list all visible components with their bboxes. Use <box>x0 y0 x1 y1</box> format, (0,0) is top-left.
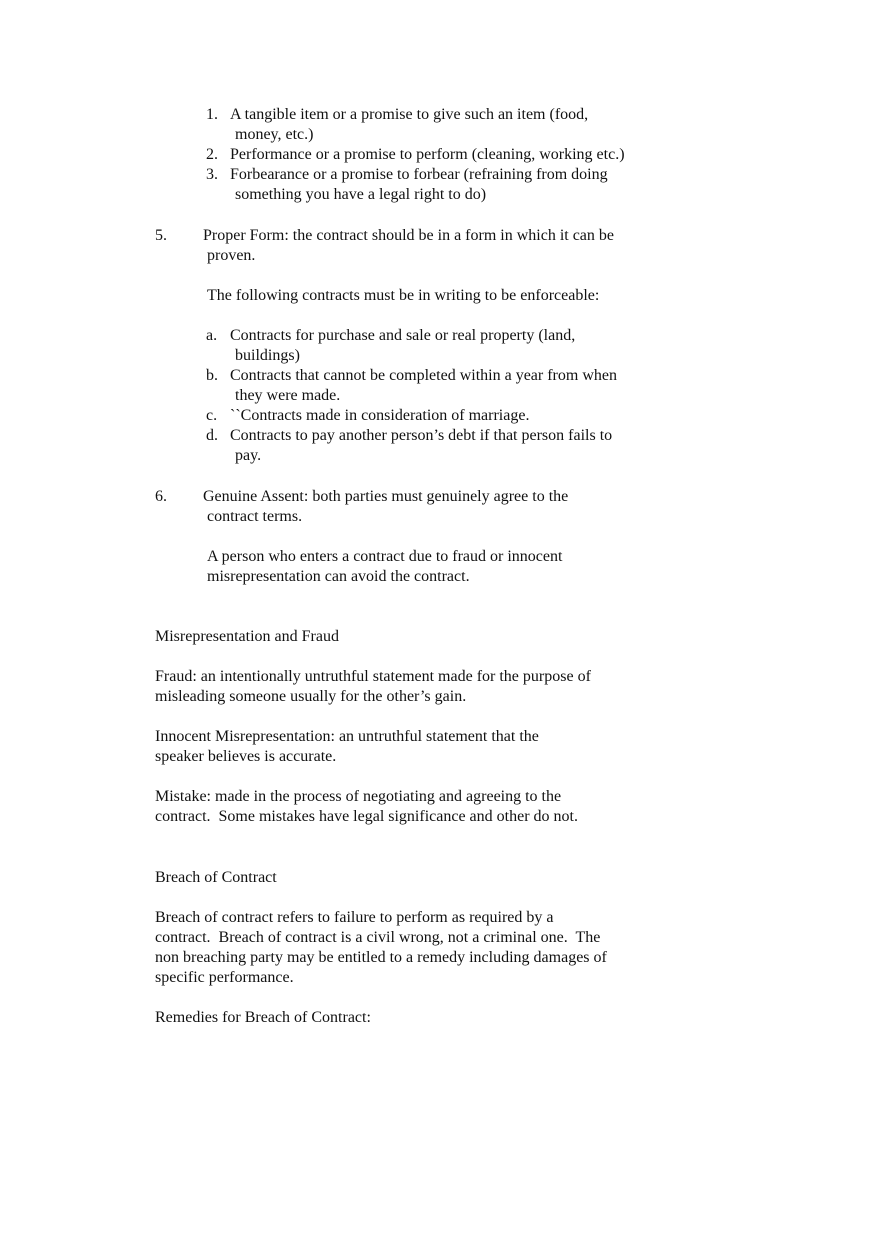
misrep-heading: Misrepresentation and Fraud <box>155 628 339 645</box>
list-item <box>206 426 676 466</box>
proper-form-line2: proven. <box>207 247 256 264</box>
fraud-avoid-paragraph <box>207 547 675 587</box>
remedies-heading: Remedies for Breach of Contract: <box>155 1009 371 1026</box>
list-item-text-cont: they were made. <box>235 387 341 404</box>
list-item-text: ``Contracts made in consideration of marriage. <box>230 407 530 424</box>
breach-heading: Breach of Contract <box>155 869 277 886</box>
mistake-line2: contract. Some mistakes have legal significance and other do not. <box>155 808 578 825</box>
fraud-definition <box>155 667 655 707</box>
list-item <box>206 145 676 165</box>
list-item <box>206 326 676 366</box>
breach-line3: non breaching party may be entitled to a remedy including damages of <box>155 949 607 966</box>
list-item <box>206 366 676 406</box>
proper-form-line1: Proper Form: the contract should be in a form in which it can be <box>203 227 615 244</box>
proper-form-paragraph <box>203 226 651 266</box>
fraud-line2: misleading someone usually for the other’s gain. <box>155 688 467 705</box>
genuine-assent-line2: contract terms. <box>207 508 303 525</box>
innocent-line2: speaker believes is accurate. <box>155 748 337 765</box>
list-item-text: Contracts for purchase and sale or real property (land, <box>230 327 576 344</box>
fraud-avoid-line1: A person who enters a contract due to fraud or innocent <box>207 548 563 565</box>
genuine-assent-line1: Genuine Assent: both parties must genuinely agree to the <box>203 488 569 505</box>
writing-requirement-intro: The following contracts must be in writing to be enforceable: <box>207 287 600 304</box>
list-item <box>206 105 676 145</box>
list-marker: 1. <box>206 106 218 123</box>
list-item-text-cont: money, etc.) <box>235 126 314 143</box>
list-item-text: Contracts to pay another person’s debt if that person fails to <box>230 427 613 444</box>
breach-paragraph <box>155 908 655 988</box>
list-item-text: Performance or a promise to perform (cleaning, working etc.) <box>230 146 625 163</box>
list-marker: 3. <box>206 166 218 183</box>
list-item-text: Contracts that cannot be completed within a year from when <box>230 367 617 384</box>
breach-line2: contract. Breach of contract is a civil wrong, not a criminal one. The <box>155 929 601 946</box>
genuine-assent-paragraph <box>203 487 649 527</box>
writing-contracts-list <box>206 326 676 466</box>
list-marker: a. <box>206 327 218 344</box>
list-marker: 2. <box>206 146 218 163</box>
innocent-misrep-definition <box>155 727 655 767</box>
mistake-definition <box>155 787 655 827</box>
breach-line4: specific performance. <box>155 969 294 986</box>
innocent-line1: Innocent Misrepresentation: an untruthful statement that the <box>155 728 539 745</box>
list-item <box>206 165 676 205</box>
fraud-line1: Fraud: an intentionally untruthful statement made for the purpose of <box>155 668 591 685</box>
consideration-list <box>206 105 676 205</box>
list-marker: b. <box>206 367 218 384</box>
list-item-text: A tangible item or a promise to give such an item (food, <box>230 106 589 123</box>
list-marker: c. <box>206 407 218 424</box>
list-item <box>206 406 676 426</box>
list-item-text-cont: something you have a legal right to do) <box>235 186 487 203</box>
list-item-text: Forbearance or a promise to forbear (refraining from doing <box>230 166 608 183</box>
item-number-6: 6. <box>155 488 167 505</box>
item-number-5: 5. <box>155 227 167 244</box>
list-item-text-cont: pay. <box>235 447 262 464</box>
list-item-text-cont: buildings) <box>235 347 300 364</box>
breach-line1: Breach of contract refers to failure to perform as required by a <box>155 909 554 926</box>
mistake-line1: Mistake: made in the process of negotiating and agreeing to the <box>155 788 562 805</box>
fraud-avoid-line2: misrepresentation can avoid the contract. <box>207 568 470 585</box>
list-marker: d. <box>206 427 218 444</box>
